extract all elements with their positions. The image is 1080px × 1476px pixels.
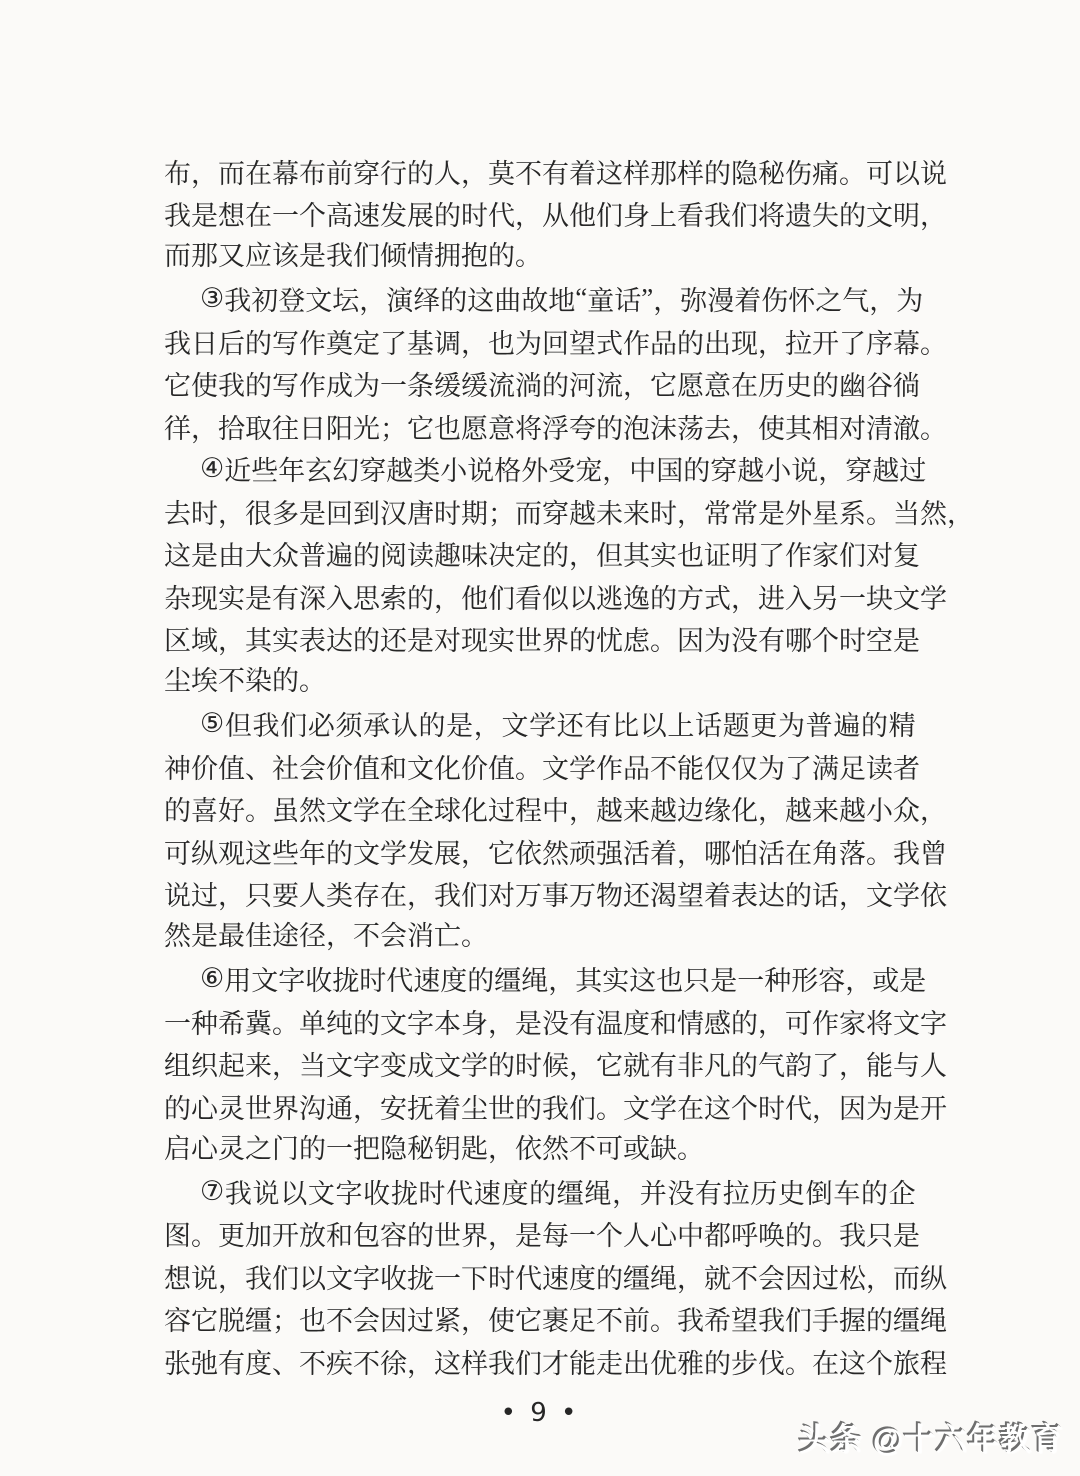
text-line: 神 价 值 、 社 会 价 值 和 文 化 价 值 。 文 学 作 品 不 能 仅 仅 为 了 满 足 读 者 bbox=[164, 753, 920, 784]
text-line: 一 种 希 冀 。 单 纯 的 文 字 本 身 ， 是 没 有 温 度 和 情 感 的 ， 可 作 家 将 文 字 bbox=[164, 1008, 947, 1039]
text-line: 区 域 ， 其 实 表 达 的 还 是 对 现 实 世 界 的 忧 虑 。 因 为 没 有 哪 个 时 空 是 bbox=[164, 626, 920, 657]
text-line-paragraph-4-start: ④ 近 些 年 玄 幻 穿 越 类 小 说 格 外 受 宠 ， 中 国 的 穿 越 小 说 ， 穿 越 过 bbox=[200, 453, 927, 487]
text-line: 它 使 我 的 写 作 成 为 一 条 缓 缓 流 淌 的 河 流 ， 它 愿 意 在 历 史 的 幽 谷 徜 bbox=[164, 371, 920, 402]
text-line: 的 心 灵 世 界 沟 通 ， 安 抚 着 尘 世 的 我 们 。 文 学 在 这 个 时 代 ， 因 为 是 开 bbox=[164, 1093, 947, 1124]
text-line: 尘埃不染的。 bbox=[164, 666, 326, 696]
text-line-paragraph-7-start: ⑦ 我 说 以 文 字 收 拢 时 代 速 度 的 缰 绳 ， 并 没 有 拉 历 史 倒 车 的 企 bbox=[200, 1175, 916, 1209]
text-line: 然是最佳途径，不会消亡。 bbox=[164, 921, 488, 951]
text-line: 我 是 想 在 一 个 高 速 发 展 的 时 代 ， 从 他 们 身 上 看 我 们 将 遗 失 的 文 明 ， bbox=[164, 201, 947, 232]
text-line: 张 弛 有 度 、 不 疾 不 徐 ， 这 样 我 们 才 能 走 出 优 雅 的 步 伐 。 在 这 个 旅 程 bbox=[164, 1348, 947, 1379]
text-line: 图 。 更 加 开 放 和 包 容 的 世 界 ， 是 每 一 个 人 心 中 都 呼 唤 的 。 我 只 是 bbox=[164, 1221, 920, 1252]
text-line: 组 织 起 来 ， 当 文 字 变 成 文 学 的 时 候 ， 它 就 有 非 凡 的 气 韵 了 ， 能 与 人 bbox=[164, 1051, 947, 1082]
text-line: 可 纵 观 这 些 年 的 文 学 发 展 ， 它 依 然 顽 强 活 着 ， 哪 怕 活 在 角 落 。 我 曾 bbox=[164, 838, 947, 869]
text-line: 启心灵之门的一把隐秘钥匙，依然不可或缺。 bbox=[164, 1133, 704, 1164]
page-number: • 9 • bbox=[500, 1398, 580, 1428]
text-line: 杂 现 实 是 有 深 入 思 索 的 ， 他 们 看 似 以 逃 逸 的 方 式 ， 进 入 另 一 块 文 学 bbox=[164, 583, 947, 614]
text-line: 我 日 后 的 写 作 奠 定 了 基 调 ， 也 为 回 望 式 作 品 的 出 现 ， 拉 开 了 序 幕 。 bbox=[164, 328, 947, 359]
text-line: 说 过 ， 只 要 人 类 存 在 ， 我 们 对 万 事 万 物 还 渴 望 着 表 达 的 话 ， 文 学 依 bbox=[164, 881, 947, 912]
text-line-paragraph-3-start: ③ 我 初 登 文 坛 ， 演 绎 的 这 曲 故 地 “ 童 话 ” ， 弥 漫 着 伤 怀 之 气 ， 为 bbox=[200, 283, 924, 317]
text-line: 而那又应该是我们倾情拥抱的。 bbox=[164, 241, 542, 271]
watermark: 头条 @十六年教育 bbox=[799, 1422, 1064, 1457]
text-line: 想 说 ， 我 们 以 文 字 收 拢 一 下 时 代 速 度 的 缰 绳 ， 就 不 会 因 过 松 ， 而 纵 bbox=[164, 1263, 947, 1294]
text-line-paragraph-6-start: ⑥ 用 文 字 收 拢 时 代 速 度 的 缰 绳 ， 其 实 这 也 只 是 一 种 形 容 ， 或 是 bbox=[200, 963, 927, 997]
text-line: 布 ， 而 在 幕 布 前 穿 行 的 人 ， 莫 不 有 着 这 样 那 样 的 隐 秘 伤 痛 。 可 以 说 bbox=[164, 158, 947, 189]
text-line: 去 时 ， 很 多 是 回 到 汉 唐 时 期 ； 而 穿 越 未 来 时 ， 常 常 是 外 星 系 。 当 然 ， bbox=[164, 498, 974, 529]
text-line: 的 喜 好 。 虽 然 文 学 在 全 球 化 过 程 中 ， 越 来 越 边 缘 化 ， 越 来 越 小 众 ， bbox=[164, 796, 947, 827]
text-line: 这 是 由 大 众 普 遍 的 阅 读 趣 味 决 定 的 ， 但 其 实 也 证 明 了 作 家 们 对 复 bbox=[164, 541, 920, 572]
text-line: 徉 ， 拾 取 往 日 阳 光 ； 它 也 愿 意 将 浮 夸 的 泡 沫 荡 去 ， 使 其 相 对 清 澈 。 bbox=[164, 413, 947, 444]
article-text bbox=[164, 150, 974, 1383]
text-line: 容 它 脱 缰 ； 也 不 会 因 过 紧 ， 使 它 裹 足 不 前 。 我 希 望 我 们 手 握 的 缰 绳 bbox=[164, 1306, 947, 1337]
text-line-paragraph-5-start: ⑤ 但 我 们 必 须 承 认 的 是 ， 文 学 还 有 比 以 上 话 题 更 为 普 遍 的 精 bbox=[200, 708, 916, 742]
